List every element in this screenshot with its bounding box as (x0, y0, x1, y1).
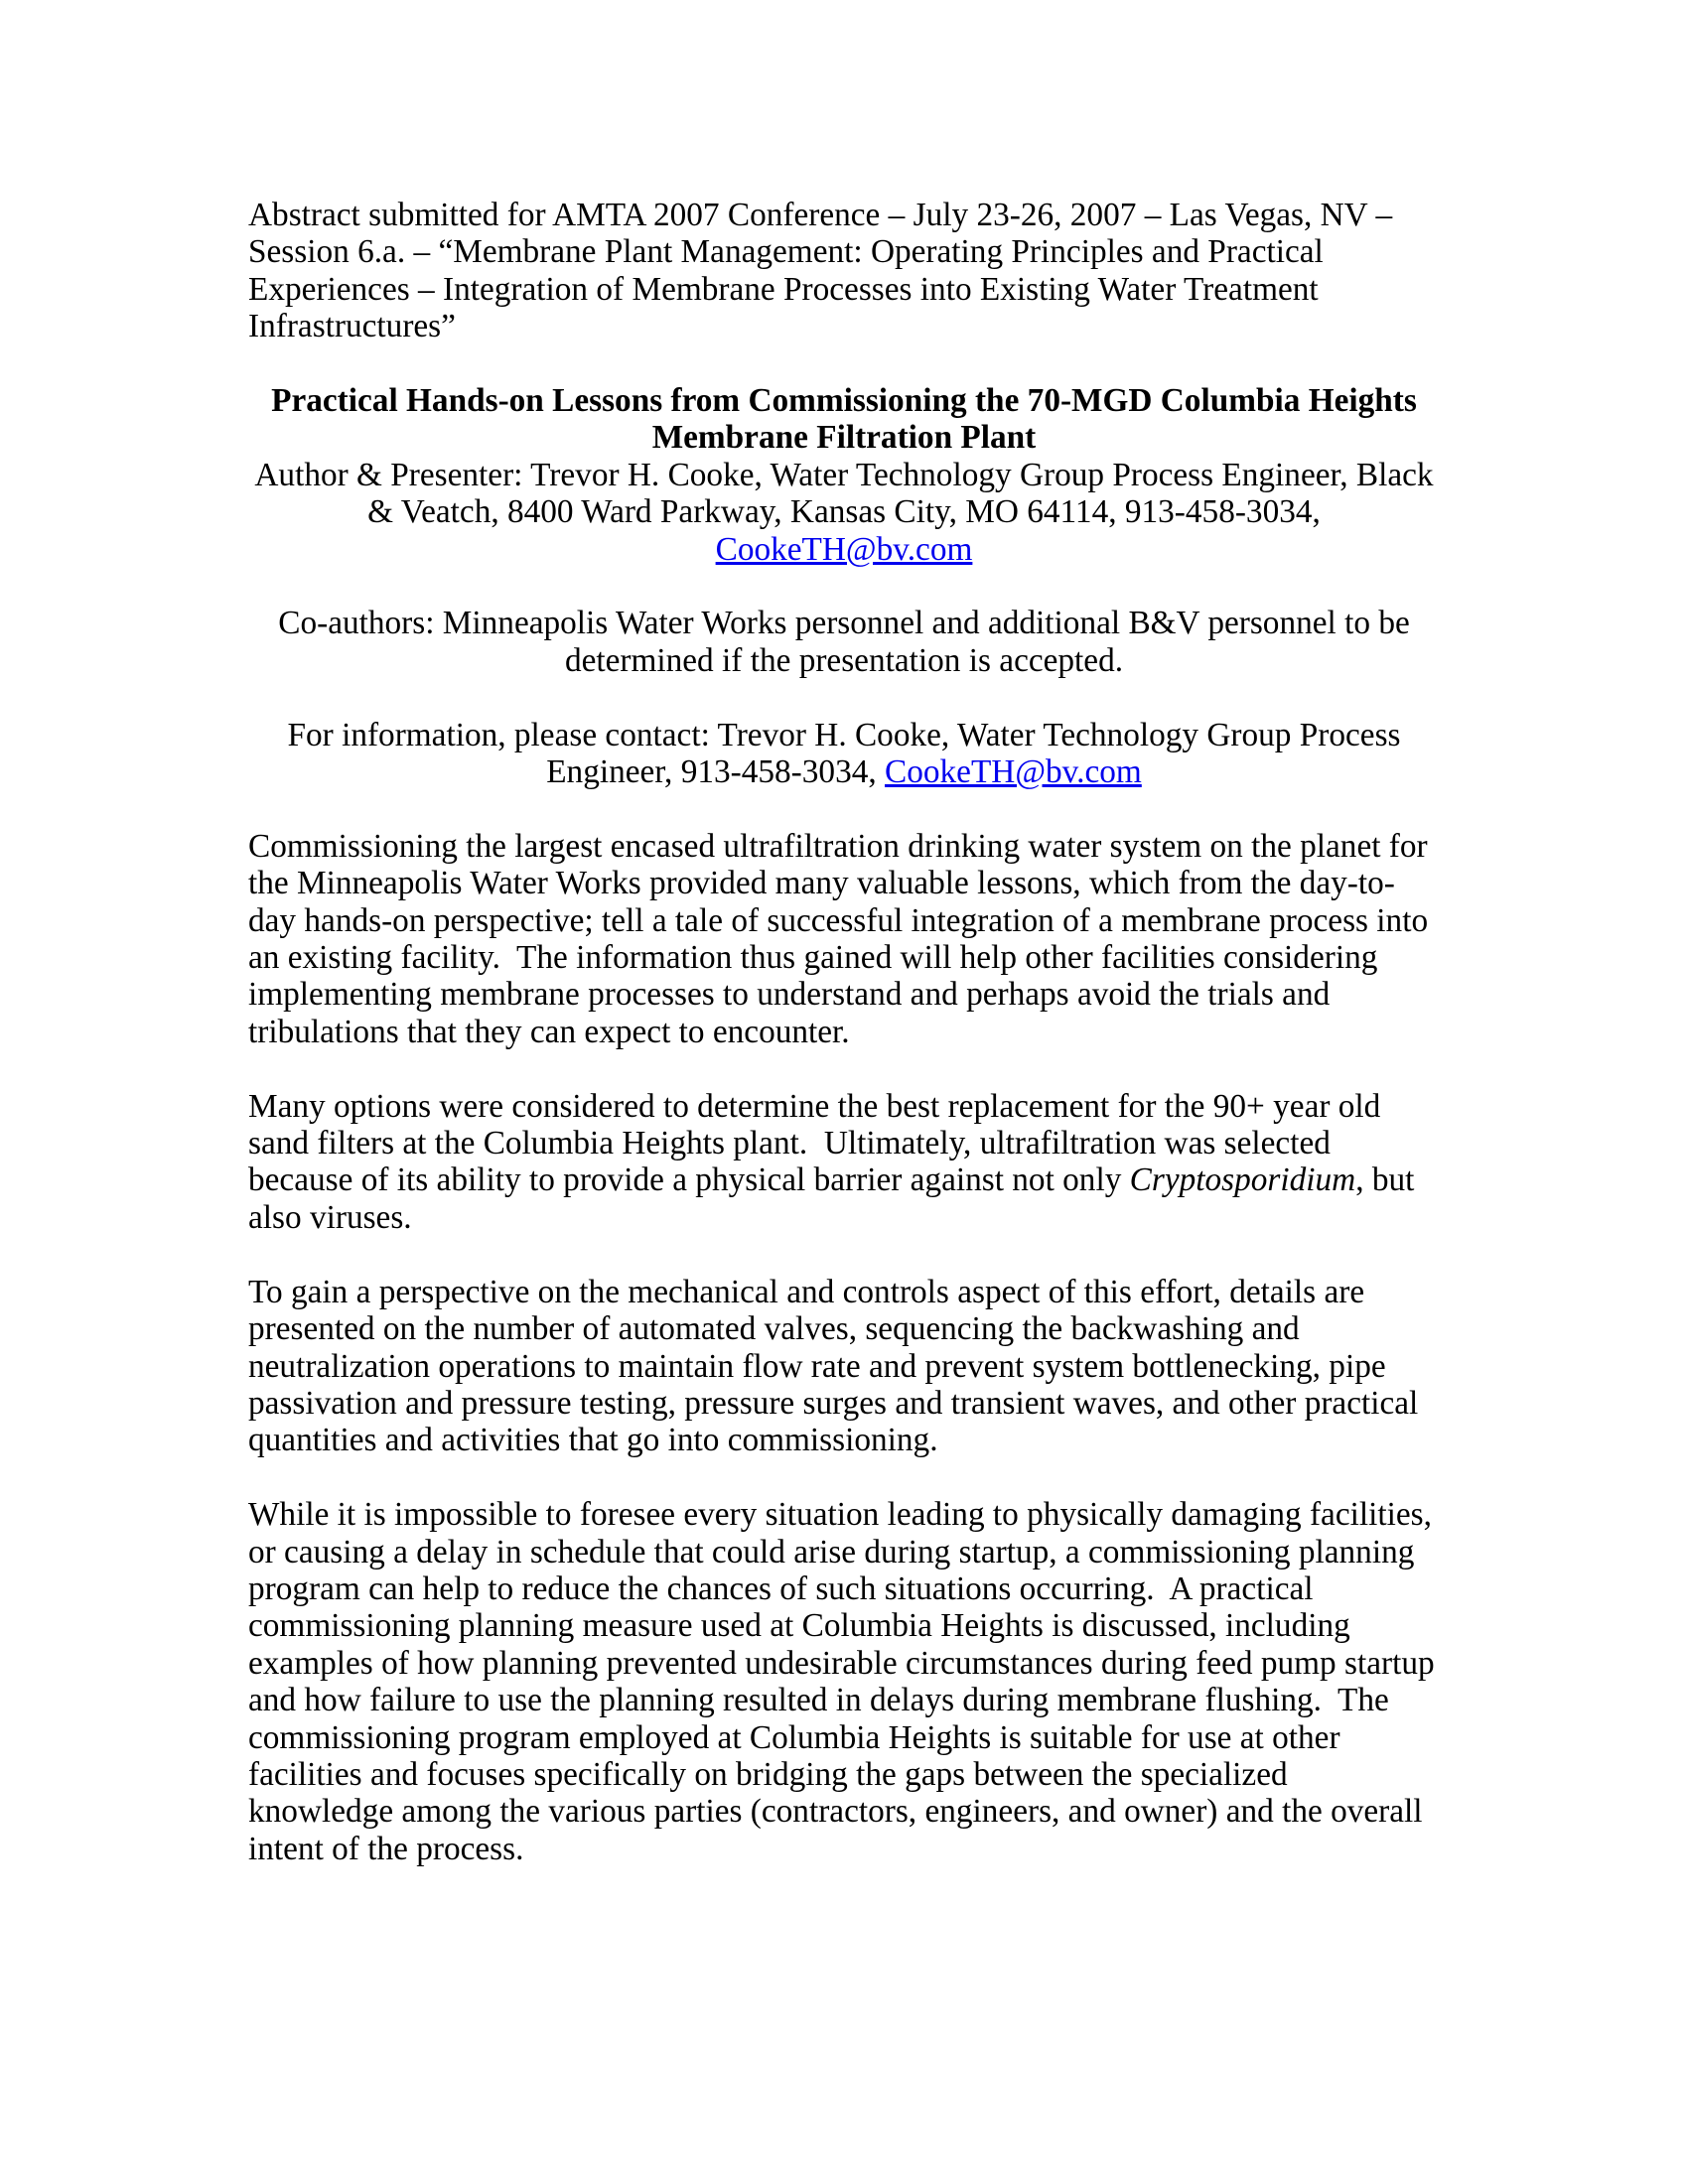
contact-note (248, 717, 1440, 791)
paper-title-line2: Membrane Filtration Plant (651, 419, 1037, 457)
title-author-block (248, 382, 1440, 568)
paragraph-commissioning-planning: While it is impossible to foresee every situation leading to physically damaging facilities, or causing a delay in schedule that could arise during startup, a commissioning planning program can help to reduce the chances of such situations occurring. A practical commissioning planning measure used at Columbia Heights is discussed, including examples of how planning prevented undesirable circumstances during feed pump startup and how failure to use the planning resulted in delays during membrane flushing. The commissioning program employed at Columbia Heights is suitable for use at other facilities and focuses specifically on bridging the gaps between the specialized knowledge among the various parties (contractors, engineers, and owner) and the overall intent of the process. (248, 1496, 1443, 1867)
submission-note: Abstract submitted for AMTA 2007 Conference – July 23-26, 2007 – Las Vegas, NV – Session 6.a. – “Membrane Plant Management: Operating Principles and Practical Experiences – Integration of Membrane Processes into Existing Water Treatment Infrastructures” (248, 197, 1401, 345)
paragraph-filter-replacement-text-before: Many options were considered to determine the best replacement for the 90+ year old sand filters at the Columbia Heights plant. Ultimately, ultrafiltration was selected because of its ability to provide a physical barrier against not only (248, 1087, 1389, 1199)
paragraph-mechanical-controls: To gain a perspective on the mechanical and controls aspect of this effort, details are presented on the number of automated valves, sequencing the backwashing and neutralization operations to maintain flow rate and prevent system bottlenecking, pipe passivation and pressure testing, pressure surges and transient waves, and other practical quantities and activities that go into commissioning. (248, 1273, 1427, 1459)
coauthors-note: Co-authors: Minneapolis Water Works personnel and additional B&V personnel to be determined if the presentation is accepted. (278, 605, 1419, 679)
paper-title-line1: Practical Hands-on Lessons from Commissioning the 70-MGD Columbia Heights (271, 382, 1417, 420)
paragraph-commissioning-lessons: Commissioning the largest encased ultrafiltration drinking water system on the planet for the Minneapolis Water Works provided many valuable lessons, which from the day-to-day hands-on perspective; tell a tale of successful integration of a membrane process into an existing facility. The information thus gained will help other facilities considering implementing membrane processes to understand and perhaps avoid the trials and tribulations that they can expect to encounter. (248, 827, 1437, 1050)
author-email-line (248, 531, 1440, 568)
contact-email-link[interactable]: CookeTH@bv.com (885, 753, 1142, 791)
abstract-document (248, 197, 1443, 1867)
author-presenter-line2: & Veatch, 8400 Ward Parkway, Kansas City, MO 64114, 913-458-3034, (367, 493, 1321, 531)
author-presenter-line1: Author & Presenter: Trevor H. Cooke, Water Technology Group Process Engineer, Black (254, 456, 1434, 493)
paragraph-filter-replacement-text-after: , but also viruses. (248, 1161, 1423, 1236)
cryptosporidium-italic: Cryptosporidium (1129, 1161, 1356, 1199)
paragraph-filter-replacement (248, 1088, 1440, 1237)
contact-note-text: For information, please contact: Trevor H. Cooke, Water Technology Group Process Engineer, 913-458-3034, (287, 716, 1409, 791)
author-email-link[interactable]: CookeTH@bv.com (715, 530, 973, 568)
